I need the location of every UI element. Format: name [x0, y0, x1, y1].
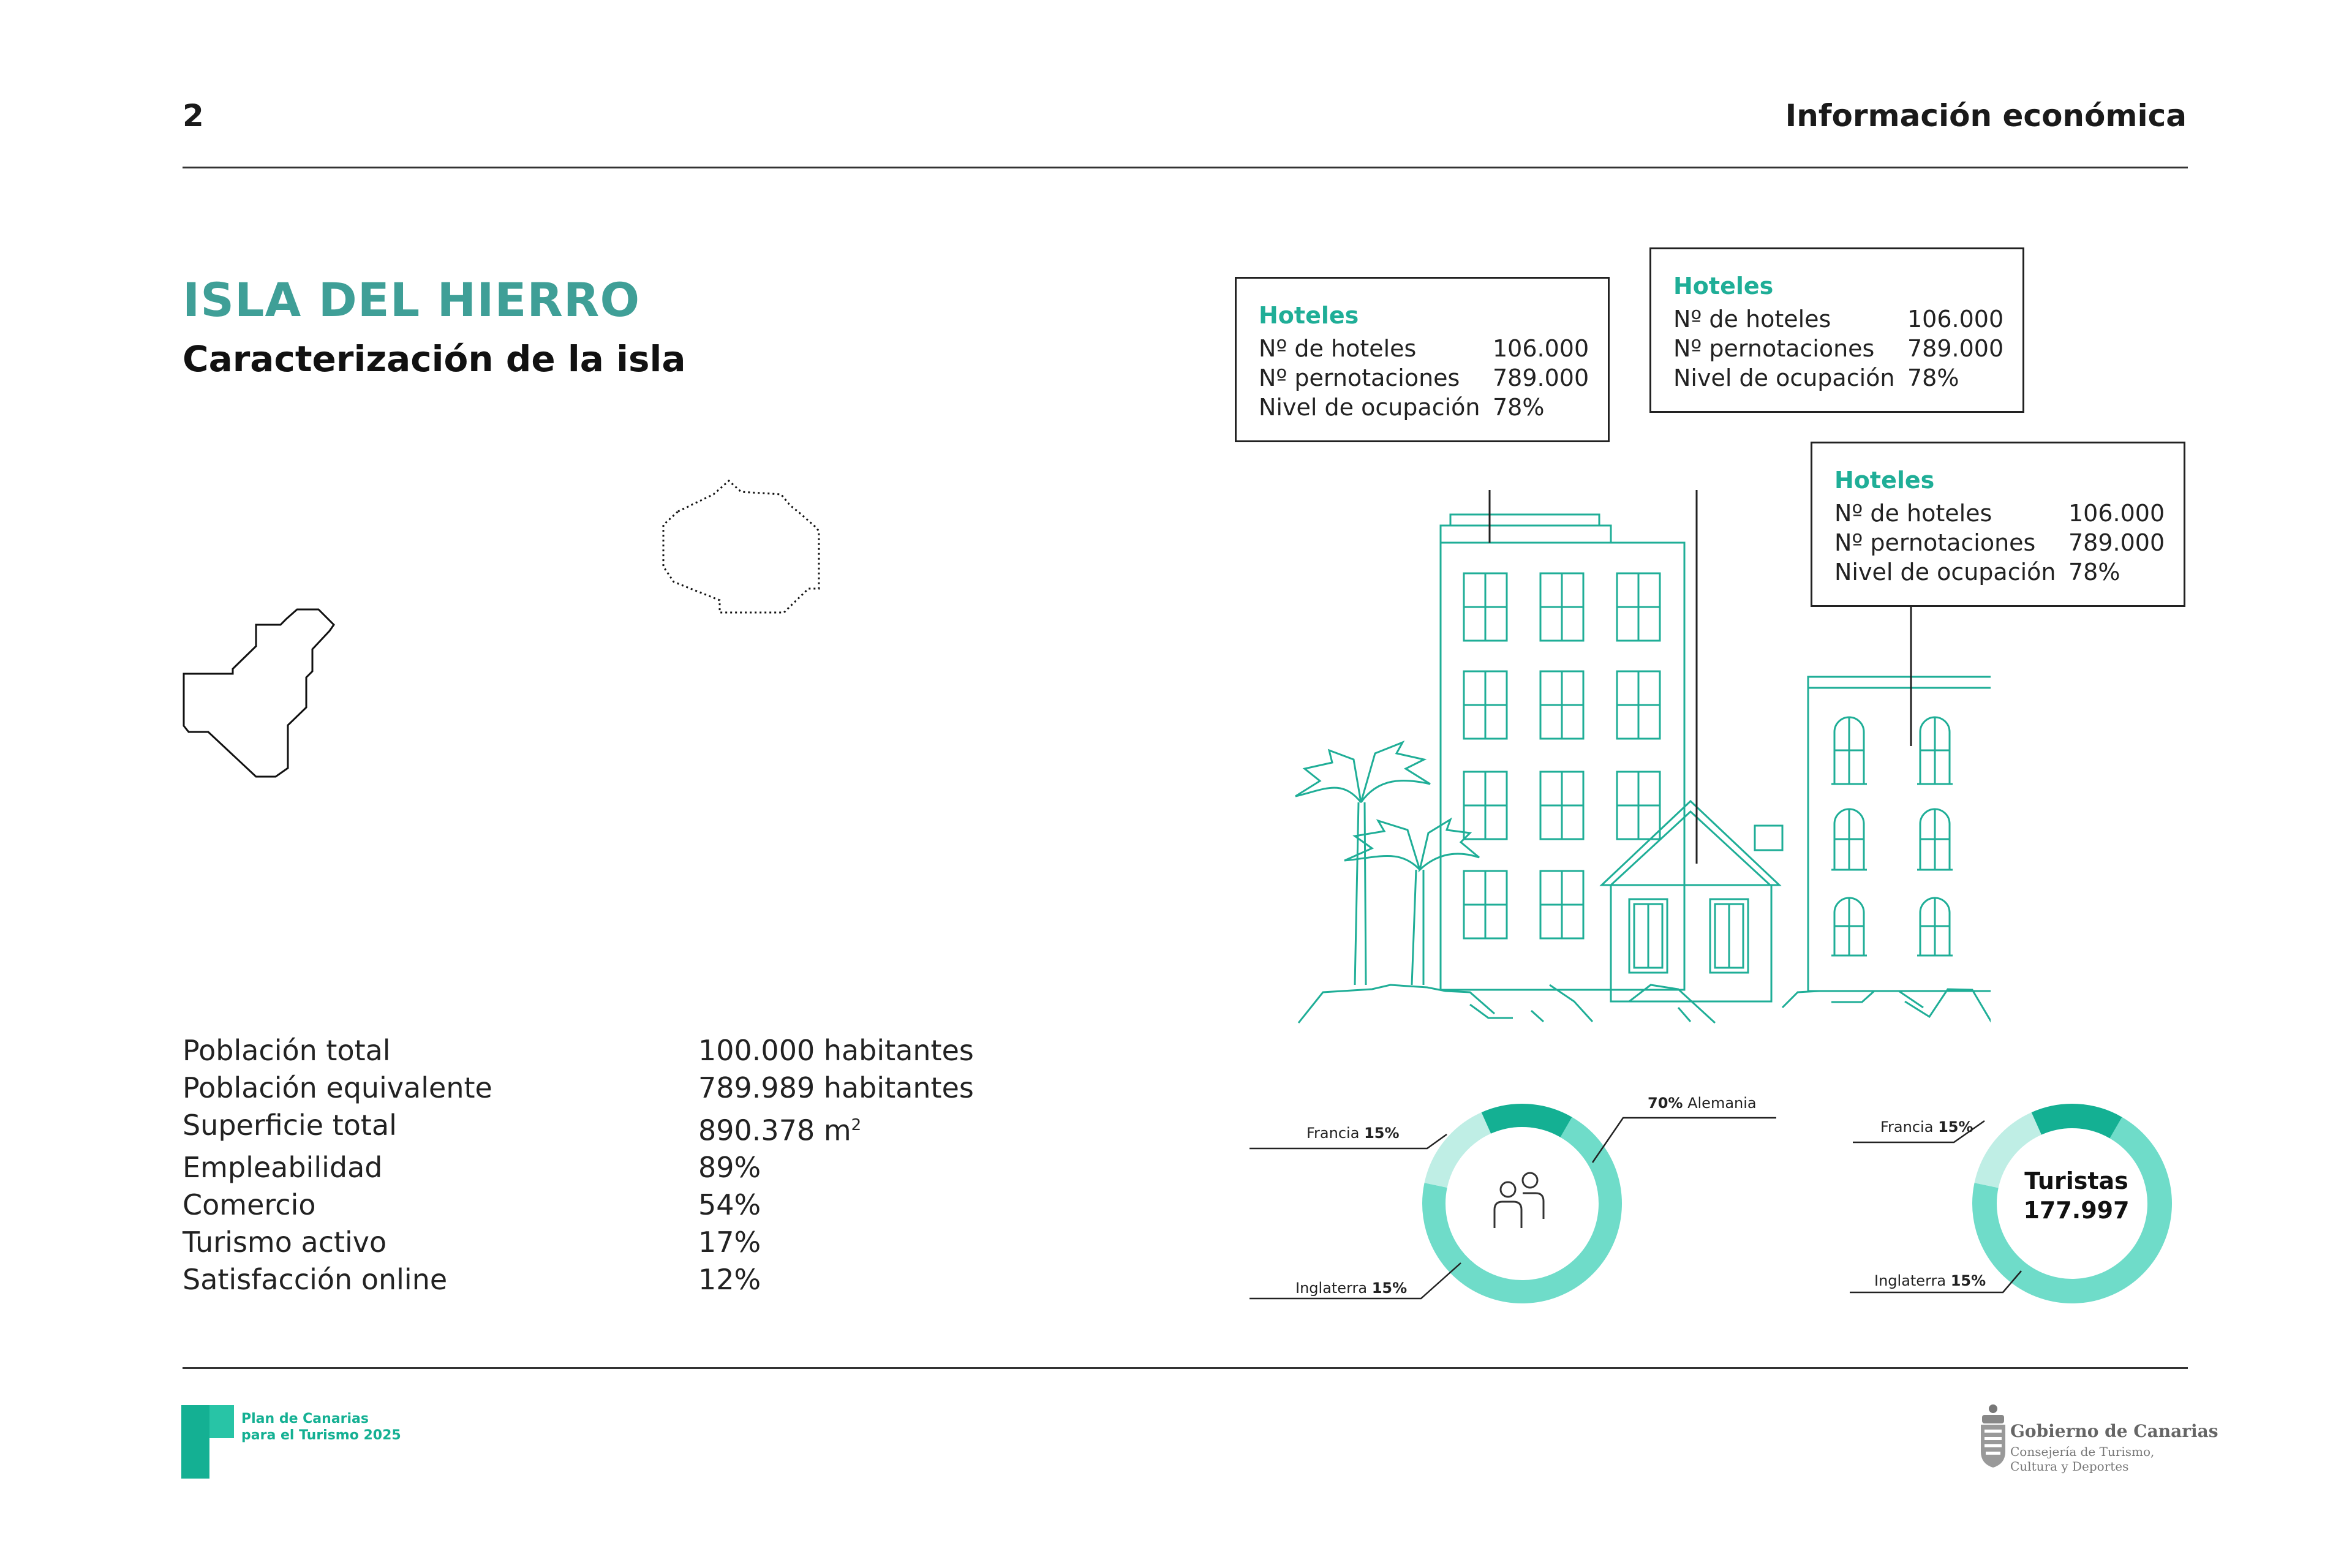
label-name: Inglaterra	[1295, 1280, 1368, 1297]
island-map-outline	[178, 600, 410, 784]
row-label: Nº de hoteles	[1834, 500, 1992, 527]
row-value: 789.000	[2068, 529, 2165, 556]
donut-segment-francia	[2037, 1116, 2116, 1128]
label-value: 15%	[1364, 1125, 1400, 1142]
hotel-box-title: Hoteles	[1834, 467, 1935, 494]
donut-left-label-inglaterra	[1295, 1280, 1407, 1297]
hotel-info-box	[1649, 247, 2024, 413]
footer-divider	[183, 1367, 2188, 1369]
stat-label: Población total	[183, 1034, 391, 1067]
stat-value: 12%	[698, 1263, 761, 1297]
tall-building-roof	[1441, 526, 1611, 543]
hotel-box-row	[1259, 393, 1608, 422]
tourists-value: 177.997	[2023, 1197, 2130, 1224]
row-value: 789.000	[1907, 335, 2004, 362]
gobierno-name: Gobierno de Canarias	[2010, 1421, 2218, 1441]
donut-left-label-francia	[1306, 1125, 1400, 1142]
plan-logo-text	[241, 1411, 401, 1444]
plan-logo-line2: para el Turismo 2025	[241, 1428, 401, 1443]
right-building-windows	[1831, 717, 1953, 956]
stat-row	[183, 1224, 974, 1261]
label-value: 70%	[1648, 1095, 1683, 1112]
right-building-roof	[1808, 677, 1991, 688]
label-value: 15%	[1950, 1272, 1986, 1289]
donut-segment-francia	[1486, 1115, 1566, 1127]
hotel-box-row	[1834, 528, 2184, 557]
donut-right-label-inglaterra	[1874, 1272, 1986, 1289]
row-value: 106.000	[1907, 306, 2004, 333]
stat-value	[698, 1107, 861, 1149]
stat-row	[183, 1069, 974, 1107]
stat-row	[183, 1032, 974, 1069]
stat-label: Población equivalente	[183, 1071, 492, 1104]
island-title: ISLA DEL HIERRO	[183, 273, 641, 327]
island-stats	[183, 1032, 974, 1298]
stat-label: Comercio	[183, 1188, 316, 1222]
coat-of-arms-icon	[1978, 1403, 2008, 1470]
stat-value: 89%	[698, 1151, 761, 1185]
hotel-box-row	[1673, 304, 2022, 334]
stat-value: 789.989 habitantes	[698, 1071, 974, 1104]
stat-row	[183, 1261, 974, 1298]
stat-label: Empleabilidad	[183, 1151, 383, 1185]
row-label: Nº de hoteles	[1259, 335, 1417, 362]
row-label: Nº pernotaciones	[1834, 529, 2036, 556]
island-dotted-shape	[663, 481, 819, 612]
palm-trees	[1295, 742, 1479, 985]
stat-value: 100.000 habitantes	[698, 1034, 974, 1067]
hotel-box-row	[1673, 363, 2022, 393]
label-name: Francia	[1880, 1118, 1934, 1136]
stat-value: 54%	[698, 1188, 761, 1222]
gobierno-department-line1: Consejería de Turismo,	[2010, 1444, 2155, 1459]
row-value: 106.000	[1493, 335, 1589, 362]
hotel-box-row	[1834, 557, 2184, 587]
section-title: Información económica	[1785, 98, 2187, 134]
hotel-box-title: Hoteles	[1673, 273, 1774, 300]
row-label: Nº pernotaciones	[1259, 364, 1460, 391]
hotel-box-row	[1834, 499, 2184, 528]
stat-value-text: 890.378 m	[698, 1114, 851, 1147]
label-name: Inglaterra	[1874, 1272, 1947, 1289]
row-value: 78%	[1907, 364, 1959, 391]
row-label: Nivel de ocupación	[1673, 364, 1895, 391]
gobierno-department	[2010, 1444, 2154, 1474]
island-map-dotted	[652, 475, 861, 646]
stat-row	[183, 1186, 974, 1224]
people-icon	[1494, 1173, 1544, 1228]
label-name: Alemania	[1687, 1095, 1757, 1112]
page-number: 2	[183, 98, 204, 134]
row-value: 78%	[2068, 559, 2120, 586]
hierro-outline-shape	[184, 609, 334, 777]
island-subtitle: Caracterización de la isla	[183, 338, 686, 380]
leader-alemania	[1593, 1118, 1776, 1163]
stat-row	[183, 1149, 974, 1186]
tall-building-roof-top	[1450, 514, 1599, 526]
label-value: 15%	[1938, 1118, 1973, 1136]
hotel-box-row	[1259, 334, 1608, 363]
plan-logo-line1: Plan de Canarias	[241, 1411, 369, 1427]
header-divider	[183, 167, 2188, 168]
hotel-info-box	[1235, 277, 1610, 442]
label-name: Francia	[1306, 1125, 1360, 1142]
stat-label: Superficie total	[183, 1109, 397, 1142]
stat-row	[183, 1107, 974, 1149]
stat-value: 17%	[698, 1226, 761, 1259]
gobierno-department-line2: Cultura y Deportes	[2010, 1459, 2129, 1474]
row-value: 789.000	[1493, 364, 1589, 391]
stat-label: Turismo activo	[183, 1226, 387, 1259]
row-value: 78%	[1493, 394, 1545, 421]
row-value: 106.000	[2068, 500, 2165, 527]
donut-right-label-francia	[1880, 1118, 1973, 1136]
hotel-box-title: Hoteles	[1259, 302, 1359, 329]
tall-building-windows	[1464, 573, 1660, 938]
hotel-box-row	[1673, 334, 2022, 363]
donut-chart-left	[1250, 1090, 1801, 1311]
row-label: Nº pernotaciones	[1673, 335, 1875, 362]
house-roof	[1602, 801, 1779, 885]
donut-left-label-alemania	[1648, 1095, 1757, 1112]
tourists-total	[2003, 1166, 2150, 1225]
row-label: Nivel de ocupación	[1834, 559, 2056, 586]
row-label: Nivel de ocupación	[1259, 394, 1480, 421]
stat-unit-superscript: 2	[851, 1116, 862, 1134]
hotel-info-box	[1811, 442, 2185, 607]
hotel-box-row	[1259, 363, 1608, 393]
donut-segment-inglaterra	[1436, 1123, 1486, 1185]
plan-logo-icon	[181, 1405, 234, 1479]
stat-label: Satisfacción online	[183, 1263, 448, 1297]
tourists-label: Turistas	[2024, 1167, 2128, 1194]
label-value: 15%	[1371, 1280, 1408, 1297]
house-chimney	[1755, 826, 1782, 850]
donut-left-leaders	[1250, 1118, 1776, 1298]
row-label: Nº de hoteles	[1673, 306, 1831, 333]
donut-left-segments	[1434, 1115, 1610, 1292]
